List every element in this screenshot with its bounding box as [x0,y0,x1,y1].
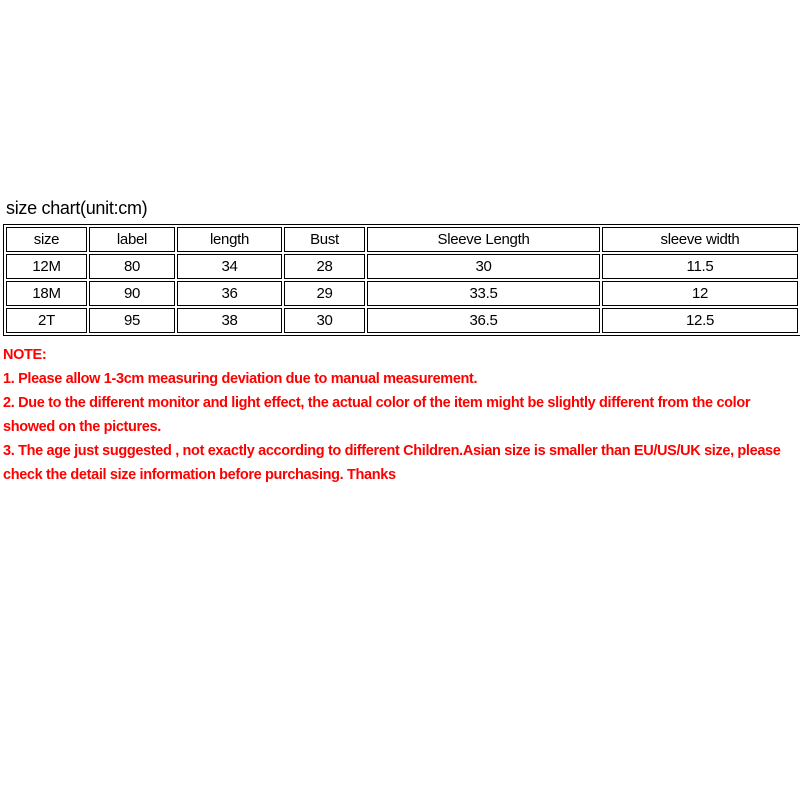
table-cell: 18M [6,281,87,306]
table-cell: 36 [177,281,282,306]
table-cell: 36.5 [367,308,600,333]
table-row [6,281,798,306]
header-cell-bust: Bust [284,227,365,252]
table-cell: 90 [89,281,175,306]
table-cell: 12M [6,254,87,279]
table-cell: 2T [6,308,87,333]
table-cell: 95 [89,308,175,333]
table-cell: 29 [284,281,365,306]
table-cell: 34 [177,254,282,279]
header-cell-sleeve-width: sleeve width [602,227,798,252]
table-row [6,254,798,279]
note-item: 2. Due to the different monitor and light effect, the actual color of the item might be slightly different from the color showed on the pictures. [3,395,751,435]
table-cell: 80 [89,254,175,279]
header-cell-label: label [89,227,175,252]
size-chart-table [3,224,800,336]
header-cell-length: length [177,227,282,252]
table-cell: 11.5 [602,254,798,279]
table-cell: 12 [602,281,798,306]
table-cell: 38 [177,308,282,333]
table-cell: 30 [367,254,600,279]
table-cell: 28 [284,254,365,279]
table-cell: 12.5 [602,308,798,333]
table-cell: 33.5 [367,281,600,306]
note-item: 1. Please allow 1-3cm measuring deviation due to manual measurement. [3,371,478,387]
note-item: 3. The age just suggested , not exactly according to different Children.Asian size is smaller than EU/US/UK size, please check the detail size information before purchasing. Thanks [3,443,781,483]
header-cell-size: size [6,227,87,252]
table-header-row [6,227,798,252]
header-cell-sleeve-length: Sleeve Length [367,227,600,252]
notes-section [3,343,798,487]
table-cell: 30 [284,308,365,333]
table-row [6,308,798,333]
notes-heading: NOTE: [3,347,47,363]
size-chart-title: size chart(unit:cm) [6,198,148,218]
